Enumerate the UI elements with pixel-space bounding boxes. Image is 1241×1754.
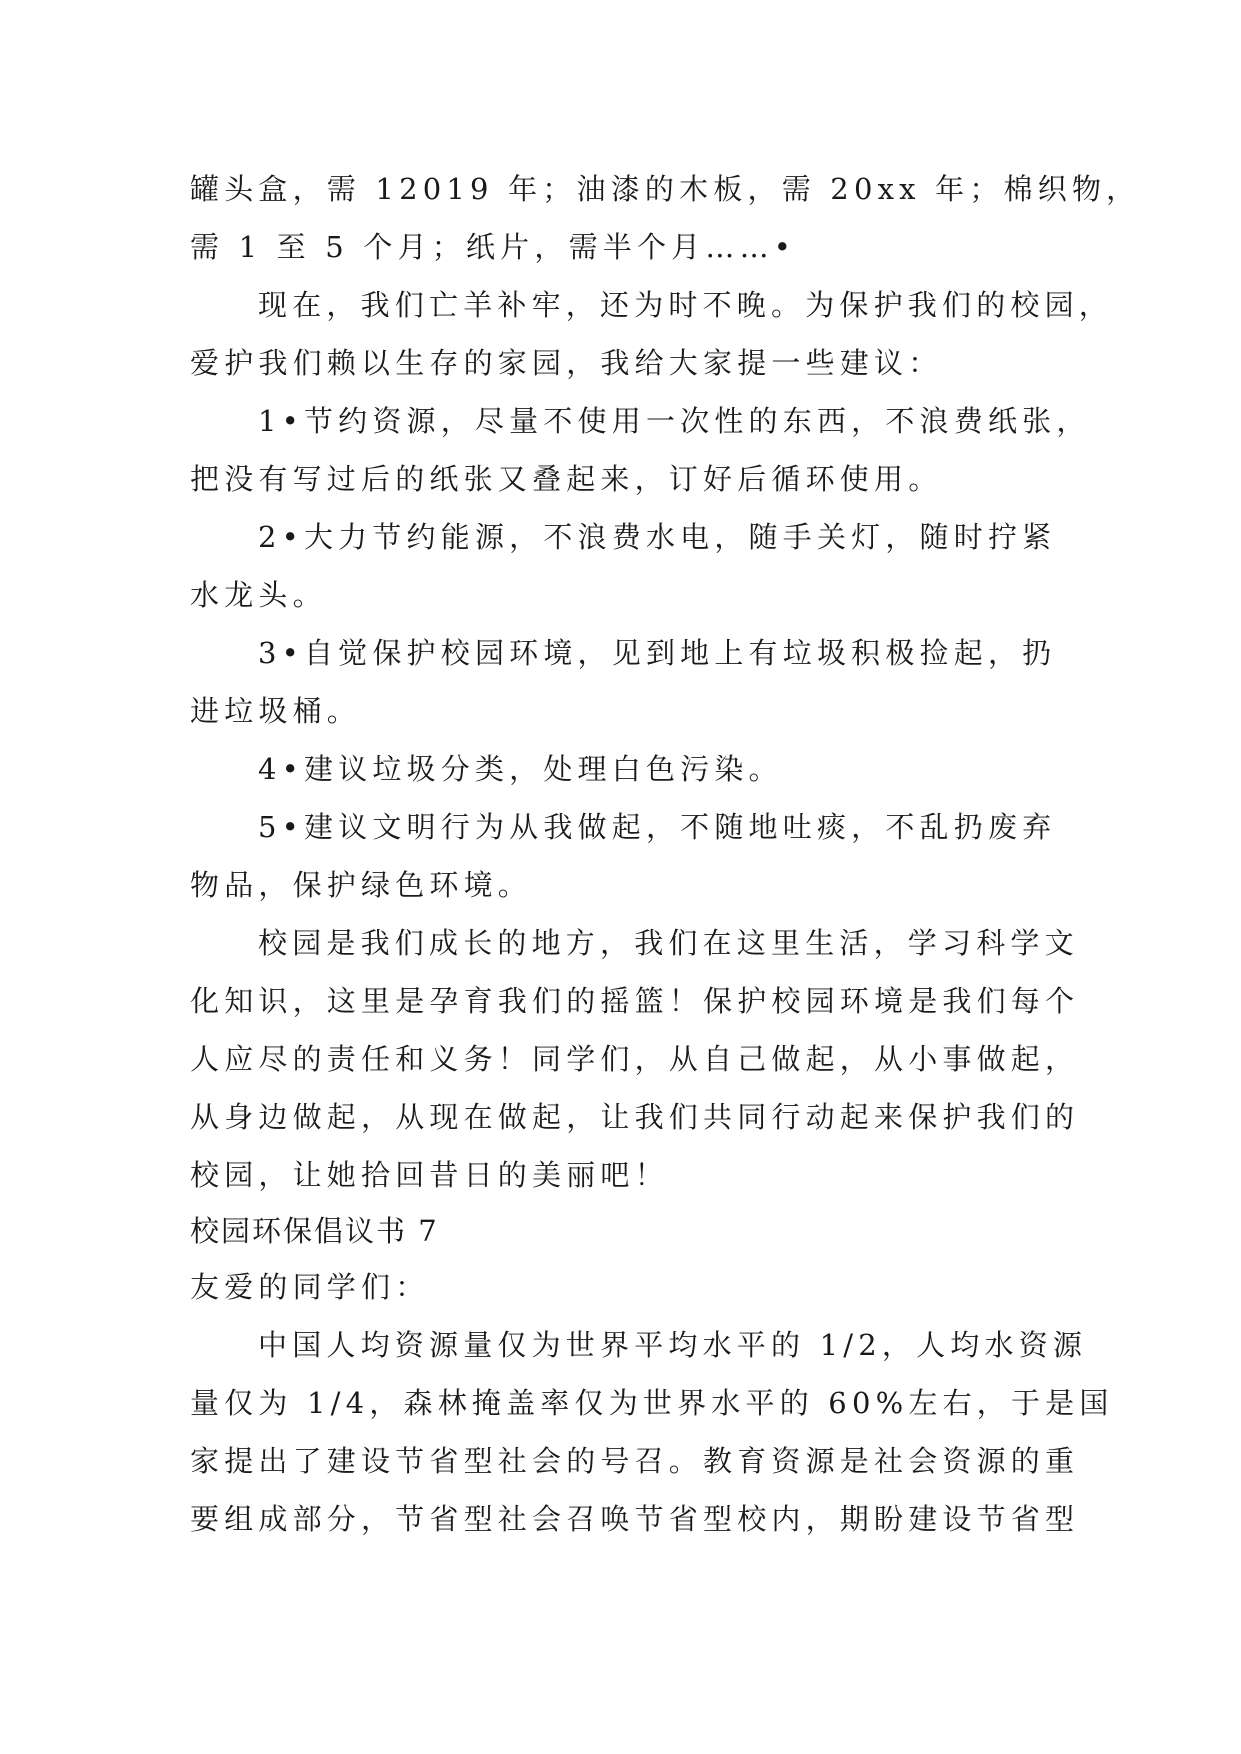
list-item-5: 5•建议文明行为从我做起，不随地吐痰，不乱扔废弃: [258, 810, 1057, 844]
list-item-1: 1•节约资源，尽量不使用一次性的东西，不浪费纸张，: [258, 404, 1091, 438]
text-line: 需 1 至 5 个月；纸片，需半个月……•: [190, 230, 797, 264]
paragraph-start: 现在，我们亡羊补牢，还为时不晚。为保护我们的校园，: [258, 288, 1114, 322]
list-item-4: 4•建议垃圾分类，处理白色污染。: [258, 752, 783, 786]
text-line: 量仅为 1/4，森林掩盖率仅为世界水平的 60%左右，于是国: [190, 1386, 1114, 1420]
text-line: 校园，让她拾回昔日的美丽吧！: [190, 1158, 669, 1192]
text-line: 要组成部分，节省型社会召唤节省型校内，期盼建设节省型: [190, 1502, 1080, 1536]
text-line: 物品，保护绿色环境。: [190, 868, 533, 902]
text-line: 罐头盒，需 12019 年；油漆的木板，需 20xx 年；棉织物，: [190, 172, 1141, 206]
paragraph-start: 校园是我们成长的地方，我们在这里生活，学习科学文: [258, 926, 1079, 960]
text-line: 从身边做起，从现在做起，让我们共同行动起来保护我们的: [190, 1100, 1080, 1134]
list-item-2: 2•大力节约能源，不浪费水电，随手关灯，随时拧紧: [258, 520, 1057, 554]
text-line: 水龙头。: [190, 578, 327, 612]
text-line: 家提出了建设节省型社会的号召。教育资源是社会资源的重: [190, 1444, 1080, 1478]
text-line: 把没有写过后的纸张又叠起来，订好后循环使用。: [190, 462, 943, 496]
document-body: [190, 160, 1141, 1548]
text-line: 爱护我们赖以生存的家园，我给大家提一些建议：: [190, 346, 943, 380]
paragraph-start: 中国人均资源量仅为世界平均水平的 1/2，人均水资源: [258, 1328, 1088, 1362]
text-line: 化知识，这里是孕育我们的摇篮！保护校园环境是我们每个: [190, 984, 1080, 1018]
salutation: 友爱的同学们：: [190, 1270, 430, 1304]
list-item-3: 3•自觉保护校园环境，见到地上有垃圾积极捡起，扔: [258, 636, 1057, 670]
text-line: 进垃圾桶。: [190, 694, 362, 728]
section-title: 校园环保倡议书 7: [190, 1214, 439, 1248]
text-line: 人应尽的责任和义务！同学们，从自己做起，从小事做起，: [190, 1042, 1080, 1076]
